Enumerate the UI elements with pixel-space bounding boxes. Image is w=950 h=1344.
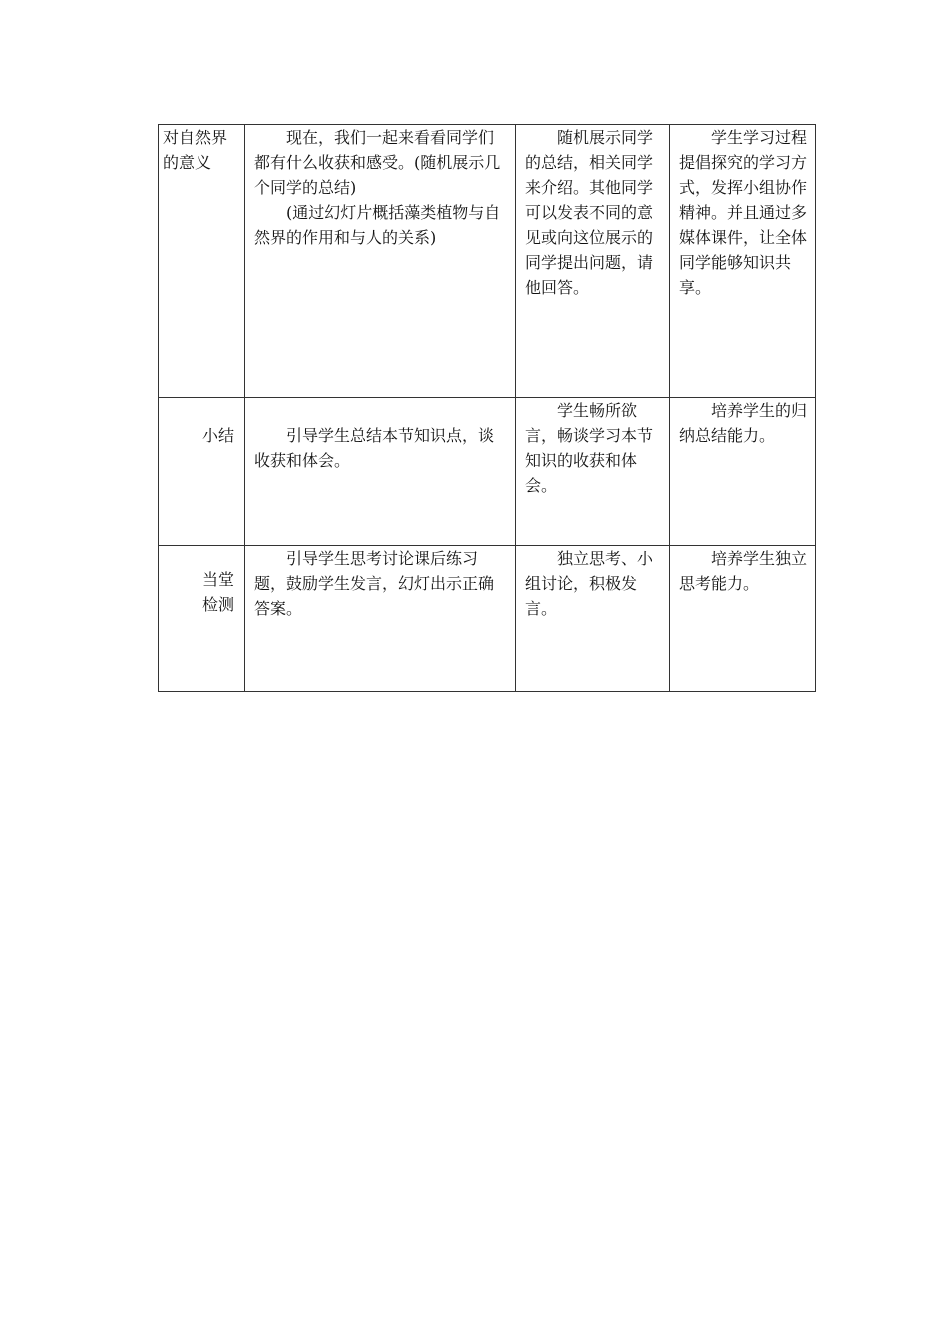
design-intent-cell <box>670 546 816 692</box>
stage-label: 小结 <box>201 426 234 445</box>
lesson-plan-table <box>158 124 816 692</box>
table-row <box>159 125 816 398</box>
design-intent-cell <box>670 125 816 398</box>
table-row <box>159 398 816 546</box>
stage-label-line-1: 当堂 <box>201 570 234 589</box>
student-activity-cell <box>516 398 670 546</box>
design-intent-text: 培养学生独立思考能力。 <box>679 549 808 593</box>
student-activity-cell <box>516 125 670 398</box>
student-activity-text: 随机展示同学的总结，相关同学来介绍。其他同学可以发表不同的意见或向这位展示的同学提出问题，请他回答。 <box>525 128 654 297</box>
teacher-activity-cell <box>245 398 516 546</box>
table-row <box>159 546 816 692</box>
stage-cell <box>159 125 245 398</box>
stage-label: 对自然界的意义 <box>163 128 228 172</box>
teacher-activity-note: (通过幻灯片概括藻类植物与自然界的作用和与人的关系) <box>254 203 501 247</box>
design-intent-text: 培养学生的归纳总结能力。 <box>679 401 808 445</box>
teacher-activity-text: 引导学生总结本节知识点，谈收获和体会。 <box>254 426 495 470</box>
teacher-activity-cell <box>245 546 516 692</box>
design-intent-cell <box>670 398 816 546</box>
stage-cell <box>159 546 245 692</box>
student-activity-cell <box>516 546 670 692</box>
stage-cell <box>159 398 245 546</box>
student-activity-text: 独立思考、小组讨论，积极发言。 <box>525 549 654 618</box>
stage-label-line-2: 检测 <box>201 595 234 614</box>
teacher-activity-cell <box>245 125 516 398</box>
student-activity-text: 学生畅所欲言，畅谈学习本节知识的收获和体会。 <box>525 401 654 495</box>
teacher-activity-text: 引导学生思考讨论课后练习题，鼓励学生发言，幻灯出示正确答案。 <box>254 549 495 618</box>
design-intent-text: 学生学习过程提倡探究的学习方式，发挥小组协作精神。并且通过多媒体课件，让全体同学能够知识共享。 <box>679 128 808 297</box>
teacher-activity-text: 现在，我们一起来看看同学们都有什么收获和感受。(随机展示几个同学的总结) <box>254 128 501 197</box>
